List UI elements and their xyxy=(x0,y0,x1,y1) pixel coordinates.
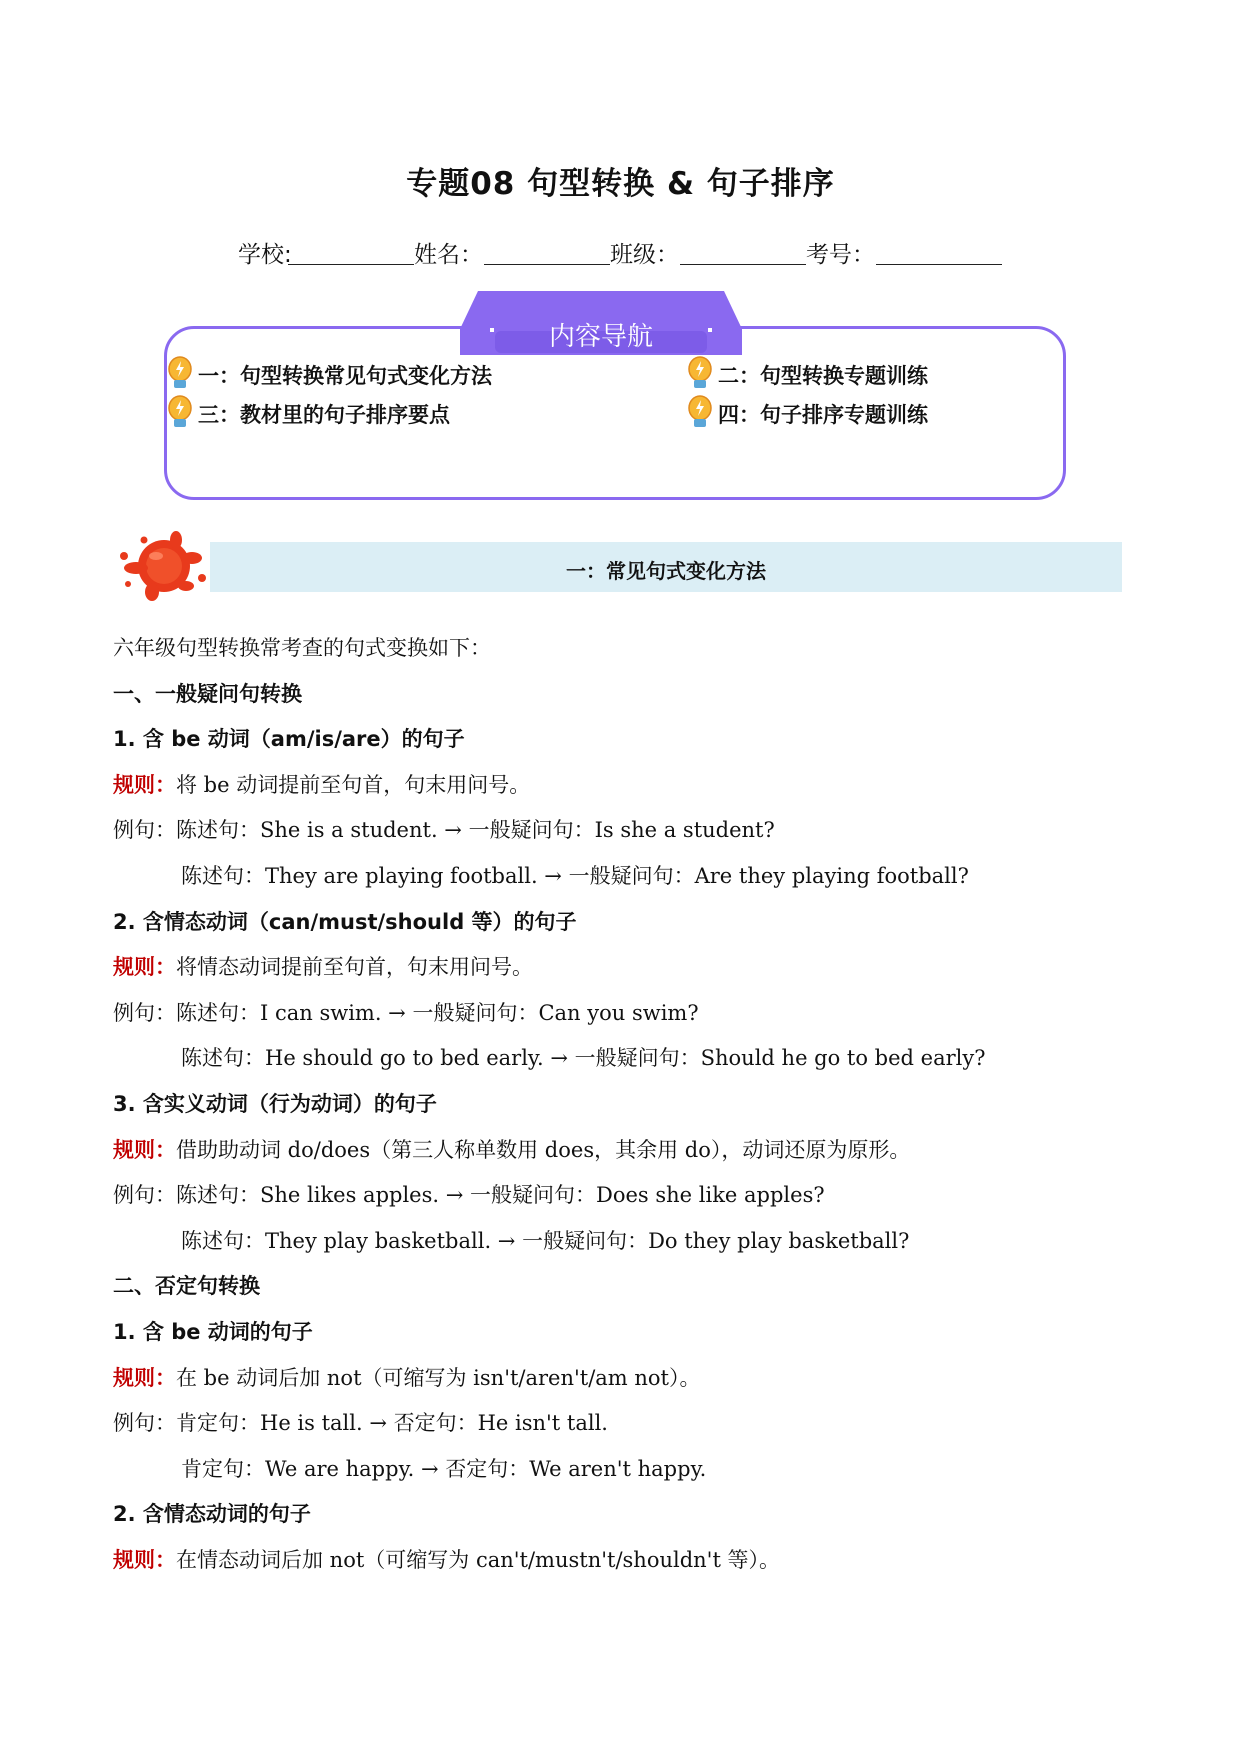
nav-heading: 内容导航 xyxy=(548,322,653,352)
section-title: 一：常见句式变化方法 xyxy=(566,559,766,583)
example-line: 肯定句：We are happy. → 否定句：We aren't happy. xyxy=(181,1456,707,1481)
class-label: 班级： xyxy=(610,242,679,268)
rule-label: 规则： xyxy=(113,1547,176,1572)
rule-text: 将 be 动词提前至句首，句末用问号。 xyxy=(176,772,531,797)
example-line: 例句：肯定句：He is tall. → 否定句：He isn't tall. xyxy=(113,1411,608,1436)
rule-label: 规则： xyxy=(113,1137,176,1162)
school-label: 学校: xyxy=(238,242,292,268)
example-line: 例句：陈述句：She likes apples. → 一般疑问句：Does she like apples? xyxy=(113,1183,825,1208)
lightbulb-icon xyxy=(686,395,714,429)
rule-label: 规则： xyxy=(113,955,176,980)
intro-text: 六年级句型转换常考查的句式变换如下： xyxy=(113,636,491,660)
lightbulb-icon xyxy=(166,356,194,390)
rule-text: 将情态动词提前至句首，句末用问号。 xyxy=(176,955,533,980)
subheading: 2. 含情态动词的句子 xyxy=(113,1502,311,1527)
subheading: 1. 含 be 动词（am/is/are）的句子 xyxy=(113,727,465,752)
exam-no-label: 考号： xyxy=(806,242,875,268)
student-info-line xyxy=(238,236,1038,266)
example-line: 陈述句：They play basketball. → 一般疑问句：Do they play basketball? xyxy=(181,1228,910,1253)
body-content xyxy=(113,626,1133,1583)
rule-line xyxy=(113,1538,1133,1584)
rule-text: 在 be 动词后加 not（可缩写为 isn't/aren't/am not）。 xyxy=(176,1365,701,1390)
subheading: 3. 含实义动词（行为动词）的句子 xyxy=(113,1091,437,1116)
page-title: 专题08 句型转换 & 句子排序 xyxy=(406,166,835,202)
name-label: 姓名： xyxy=(414,242,483,268)
rule-label: 规则： xyxy=(113,772,176,797)
example-line: 例句：陈述句：She is a student. → 一般疑问句：Is she a student? xyxy=(113,818,775,843)
rule-line xyxy=(113,1128,1133,1174)
subheading: 2. 含情态动词（can/must/should 等）的句子 xyxy=(113,909,577,934)
rule-line xyxy=(113,945,1133,991)
lightbulb-icon xyxy=(166,395,194,429)
rule-text: 借助助动词 do/does（第三人称单数用 does，其余用 do），动词还原为原形。 xyxy=(176,1137,911,1162)
example-line: 陈述句：They are playing football. → 一般疑问句：Are they playing football? xyxy=(181,863,969,888)
rule-line xyxy=(113,1356,1133,1402)
example-line: 例句：陈述句：I can swim. → 一般疑问句：Can you swim? xyxy=(113,1000,699,1025)
rule-line xyxy=(113,763,1133,809)
lightbulb-icon xyxy=(686,356,714,390)
subheading: 1. 含 be 动词的句子 xyxy=(113,1319,313,1344)
exam-no-blank[interactable] xyxy=(876,264,1002,265)
rule-label: 规则： xyxy=(113,1365,176,1390)
school-blank[interactable] xyxy=(288,264,414,265)
heading-2: 二、否定句转换 xyxy=(113,1274,260,1299)
rule-text: 在情态动词后加 not（可缩写为 can't/mustn't/shouldn't 等）。 xyxy=(176,1547,781,1572)
class-blank[interactable] xyxy=(680,264,806,265)
example-line: 陈述句：He should go to bed early. → 一般疑问句：Should he go to bed early? xyxy=(181,1046,986,1071)
paint-splat-icon xyxy=(116,528,210,604)
name-blank[interactable] xyxy=(484,264,610,265)
heading-1: 一、一般疑问句转换 xyxy=(113,681,302,706)
